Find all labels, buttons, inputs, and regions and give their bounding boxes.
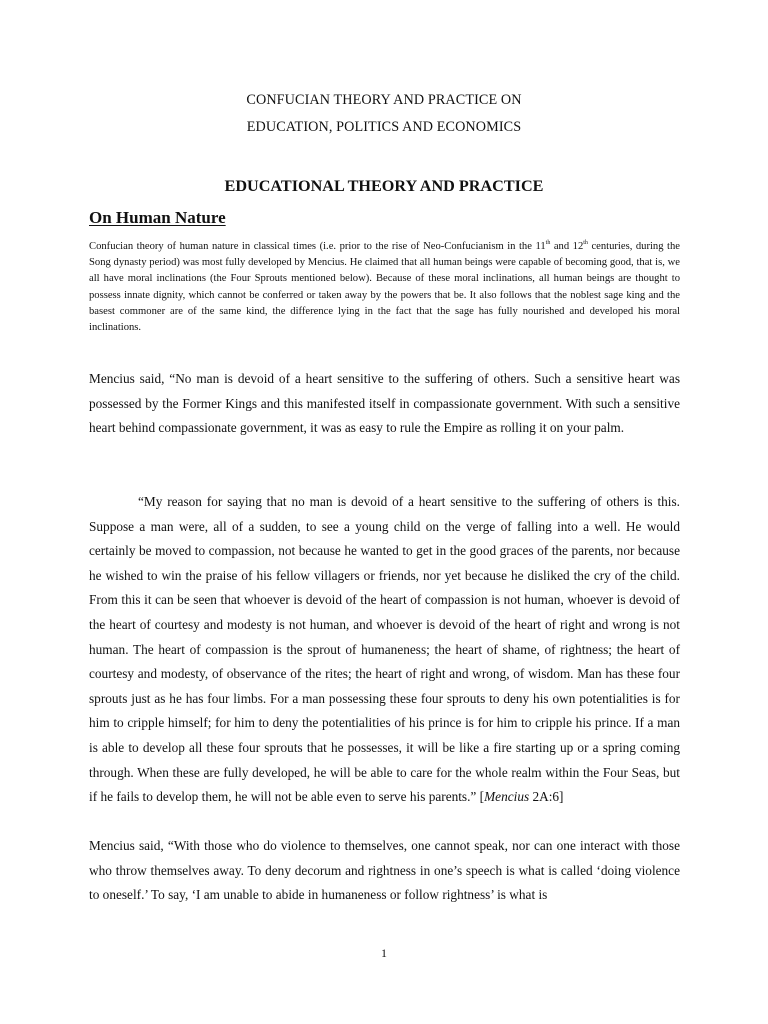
sub-heading: On Human Nature	[89, 208, 226, 227]
document-title-line-2: EDUCATION, POLITICS AND ECONOMICS	[246, 119, 522, 135]
body-paragraph-1: Mencius said, “No man is devoid of a heart sensitive to the suffering of others. Such a sensitive heart was possessed by the Former Kings and this manifested itself in compassionate government. With such a sensitive heart behind compassionate government, it was as easy to rule the Empire as rolling it on your palm.	[89, 371, 680, 436]
intro-superscript-1: th	[545, 240, 551, 246]
body-paragraph-2	[89, 490, 680, 810]
intro-superscript-2: th	[583, 240, 588, 246]
document-title-line-1: CONFUCIAN THEORY AND PRACTICE ON	[246, 92, 522, 108]
intro-text-part-2: and 12	[550, 241, 584, 252]
citation-reference: 2A:6]	[529, 789, 564, 805]
page-number: 1	[381, 946, 387, 960]
intro-paragraph	[89, 239, 680, 336]
intro-text-part-3: centuries, during the Song dynasty period) was most fully developed by Mencius. He claimed that all human beings were capable of becoming good, that is, we all have moral inclinations (the Four Sprouts mentioned below). Because of these moral inclinations, all human beings are thought to possess innate dignity, which cannot be conferred or taken away by the powers that be. It also follows that the noblest sage king and the basest commoner are of the same kind, the difference lying in the fact that the sage has fully nourished and developed his moral inclinations.	[89, 241, 680, 334]
body-paragraph-3: Mencius said, “With those who do violence to themselves, one cannot speak, nor can one interact with those who throw themselves away. To deny decorum and rightness in one’s speech is what is called ‘doing violence to oneself.’ To say, ‘I am unable to abide in humaneness or follow rightness’ is what is	[89, 838, 680, 903]
body-paragraph-2-text: “My reason for saying that no man is devoid of a heart sensitive to the suffering of others is this. Suppose a man were, all of a sudden, to see a young child on the verge of falling into a well. He would certainly be moved to compassion, not because he wanted to get in the good graces of the parents, nor because he wished to win the praise of his fellow villagers or friends, nor yet because he disliked the cry of the child. From this it can be seen that whoever is devoid of the heart of compassion is not human, whoever is devoid of the heart of courtesy and modesty is not human, and whoever is devoid of the heart of right and wrong is not human. The heart of compassion is the sprout of humaneness; the heart of shame, of rightness; the heart of courtesy and modesty, of observance of the rites; the heart of right and wrong, of wisdom. Man has these four sprouts just as he has four limbs. For a man possessing these four sprouts to deny his own potentialities is for him to cripple himself; for him to deny the potentialities of his prince is for him to cripple his prince. If a man is able to develop all these four sprouts that he possesses, it will be like a fire starting up or a spring coming through. When these are fully developed, he will be able to care for the whole realm within the Four Seas, but if he fails to develop them, he will not be able even to serve his parents.” [	[89, 494, 680, 805]
intro-text-part-1: Confucian theory of human nature in classical times (i.e. prior to the rise of Neo-Confucianism in the 11	[89, 241, 546, 252]
section-heading: EDUCATIONAL THEORY AND PRACTICE	[224, 177, 544, 195]
citation-work: Mencius	[484, 789, 530, 805]
